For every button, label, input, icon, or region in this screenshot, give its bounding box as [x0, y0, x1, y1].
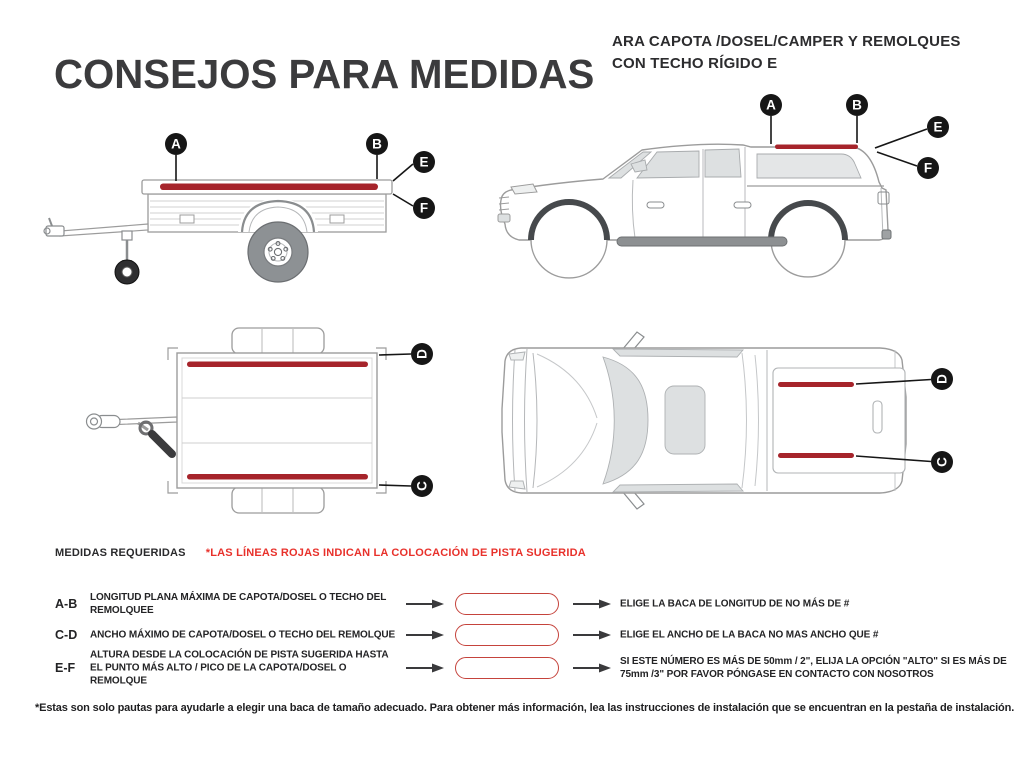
measurement-description-cd: ANCHO MÁXIMO DE CAPOTA/DOSEL O TECHO DEL REMOLQUE: [90, 629, 396, 641]
svg-text:D: D: [934, 374, 950, 384]
measurement-result-ef: SI ESTE NÚMERO ES MÁS DE 50mm / 2", ELIJA LA OPCIÓN "ALTO" SI ES MÁS DE 75mm /3" POR FAVOR PÓNGASE EN CONTACTO CON NOSOTROS: [620, 656, 1007, 680]
measurement-row-ab: [55, 586, 1015, 622]
marker-e: [413, 151, 435, 173]
marker-a: [760, 94, 782, 116]
svg-text:A: A: [171, 136, 181, 152]
trailer-side-view-diagram: [30, 100, 460, 315]
page-subtitle: [612, 31, 1012, 75]
svg-text:B: B: [372, 136, 382, 152]
marker-b: [846, 94, 868, 116]
measurement-key-ef: E-F: [55, 661, 76, 675]
measurements-heading: MEDIDAS REQUERIDAS: [55, 547, 186, 559]
suggested-track-stripe-bottom: [778, 453, 854, 458]
suggested-track-stripe-bottom: [187, 474, 368, 480]
arrow-right-icon: [573, 630, 611, 640]
trailer-jockey-wheel: [115, 231, 139, 284]
measurement-row-ef: [55, 649, 1015, 687]
svg-text:B: B: [852, 97, 862, 113]
svg-text:E: E: [419, 154, 429, 170]
marker-d: [931, 368, 953, 390]
tailgate-handle: [873, 401, 882, 433]
marker-d: [411, 343, 433, 365]
measurement-input-cd[interactable]: [455, 624, 559, 646]
svg-text:C: C: [414, 481, 430, 491]
marker-f: [917, 157, 939, 179]
measurement-key-ab: A-B: [55, 597, 78, 611]
svg-text:D: D: [414, 349, 430, 359]
trailer-box-top-view: [177, 353, 377, 488]
trailer-top-view-diagram: [60, 322, 460, 537]
svg-text:C: C: [934, 457, 950, 467]
arrow-right-icon: [406, 663, 444, 673]
sunroof: [665, 386, 705, 454]
subtitle-line-1: ARA CAPOTA /DOSEL/CAMPER Y REMOLQUES: [612, 33, 961, 50]
suggested-track-stripe-top: [778, 382, 854, 387]
truck-side-view-diagram: [485, 90, 1015, 305]
arrow-right-icon: [406, 599, 444, 609]
arrow-right-icon: [573, 599, 611, 609]
suggested-track-stripe: [160, 184, 378, 191]
trailer-drawbar-top-view: [87, 414, 178, 429]
measurement-row-cd: [55, 622, 1015, 648]
marker-f: [413, 197, 435, 219]
measurement-input-ef[interactable]: [455, 657, 559, 679]
marker-c: [931, 451, 953, 473]
svg-text:F: F: [419, 200, 429, 216]
measurement-description-ef: ALTURA DESDE LA COLOCACIÓN DE PISTA SUGERIDA HASTA EL PUNTO MÁS ALTO / PICO DE LA CAPOTA/DOSEL O REMOLQUE: [90, 649, 389, 687]
footnote: *Estas son solo pautas para ayudarle a elegir una baca de tamaño adecuado. Para obtener más información, lea las instrucciones de instalación que se encuentran en la pestaña de instalación.: [35, 702, 1015, 714]
trailer-wheel: [248, 222, 308, 282]
arrow-right-icon: [573, 663, 611, 673]
marker-c: [411, 475, 433, 497]
truck-top-view-diagram: [485, 322, 965, 537]
measurement-result-ab: ELIGE LA BACA DE LONGITUD DE NO MÁS DE #: [620, 598, 850, 610]
svg-text:E: E: [933, 119, 943, 135]
suggested-track-stripe-top: [187, 362, 368, 368]
measurement-description-ab: LONGITUD PLANA MÁXIMA DE CAPOTA/DOSEL O TECHO DEL REMOLQUEE: [90, 592, 387, 616]
measurement-key-cd: C-D: [55, 628, 78, 642]
trailer-jockey-crank: [138, 422, 172, 454]
arrow-right-icon: [406, 630, 444, 640]
marker-e: [927, 116, 949, 138]
page-title: CONSEJOS PARA MEDIDAS: [54, 51, 595, 98]
red-lines-note: *LAS LÍNEAS ROJAS INDICAN LA COLOCACIÓN DE PISTA SUGERIDA: [205, 547, 586, 559]
measurement-input-ab[interactable]: [455, 593, 559, 615]
measurement-result-cd: ELIGE EL ANCHO DE LA BACA NO MAS ANCHO QUE #: [620, 629, 879, 641]
svg-text:A: A: [766, 97, 776, 113]
suggested-track-stripe: [775, 145, 858, 150]
measurements-header: [55, 547, 586, 559]
marker-b: [366, 133, 388, 155]
leader-lines: [379, 354, 411, 486]
subtitle-line-2: CON TECHO RÍGIDO E: [612, 55, 778, 72]
svg-text:F: F: [923, 160, 933, 176]
marker-a: [165, 133, 187, 155]
